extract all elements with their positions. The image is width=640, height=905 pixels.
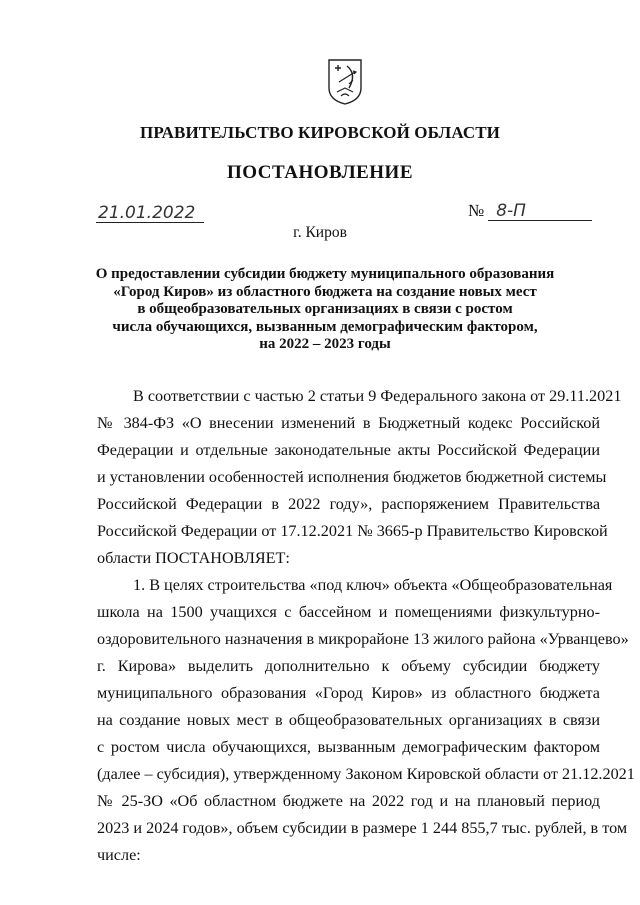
document-title (90, 266, 560, 354)
body-line: Федерации и отдельные законодательные акты Российской Федерации (97, 441, 600, 459)
body-line: муниципального образования «Город Киров» из областного бюджета (97, 684, 600, 702)
title-line: на 2022 – 2023 годы (259, 336, 391, 353)
body-line: В соответствии с частью 2 статьи 9 Федерального закона от 29.11.2021 (133, 387, 622, 405)
title-line: О предоставлении субсидии бюджету муниципального образования (95, 266, 555, 282)
body-line: области ПОСТАНОВЛЯЕТ: (97, 549, 290, 567)
title-line: в общеобразовательных организациях в связи с ростом (137, 301, 513, 318)
document-number (468, 202, 592, 221)
organization-name: ПРАВИТЕЛЬСТВО КИРОВСКОЙ ОБЛАСТИ (140, 123, 500, 142)
body-line: 1. В целях строительства «под ключ» объекта «Общеобразовательная (133, 576, 613, 594)
body-line: и установлении особенностей исполнения бюджетов бюджетной системы (97, 468, 607, 486)
body-line: № 384-ФЗ «О внесении изменений в Бюджетный кодекс Российской (97, 414, 600, 432)
body-line: с ростом числа обучающихся, вызванным демографическим фактором (97, 738, 600, 756)
coat-of-arms-emblem (327, 58, 363, 106)
body-line: оздоровительного назначения в микрорайоне 13 жилого района «Урванцево» (97, 630, 629, 648)
title-line: числа обучающихся, вызванным демографическим фактором, (112, 318, 538, 335)
body-line: числе: (97, 846, 141, 864)
number-sign: № (468, 201, 485, 220)
body-line: № 25-ЗО «Об областном бюджете на 2022 год и на плановый период (97, 792, 600, 810)
body-line: школа на 1500 учащихся с бассейном и помещениями физкультурно- (97, 603, 600, 621)
body-line: на создание новых мест в общеобразовательных организациях в связи (97, 711, 600, 729)
body-line: Российской Федерации в 2022 году», распоряжением Правительства (97, 495, 600, 513)
body-line: (далее – субсидия), утвержденному Законом Кировской области от 21.12.2021 (97, 765, 635, 783)
title-line: «Город Киров» из областного бюджета на создание новых мест (113, 283, 537, 300)
number-value: 8-П (488, 202, 592, 221)
body-line: г. Кирова» выделить дополнительно к объему субсидии бюджету (97, 657, 600, 675)
document-type: ПОСТАНОВЛЕНИЕ (226, 162, 414, 183)
document-date: 21.01.2022 (96, 204, 204, 223)
body-line: 2023 и 2024 годов», объем субсидии в размере 1 244 855,7 тыс. рублей, в том (97, 819, 628, 837)
city: г. Киров (293, 224, 347, 241)
body-line: Российской Федерации от 17.12.2021 № 3665-р Правительство Кировской (97, 522, 608, 540)
